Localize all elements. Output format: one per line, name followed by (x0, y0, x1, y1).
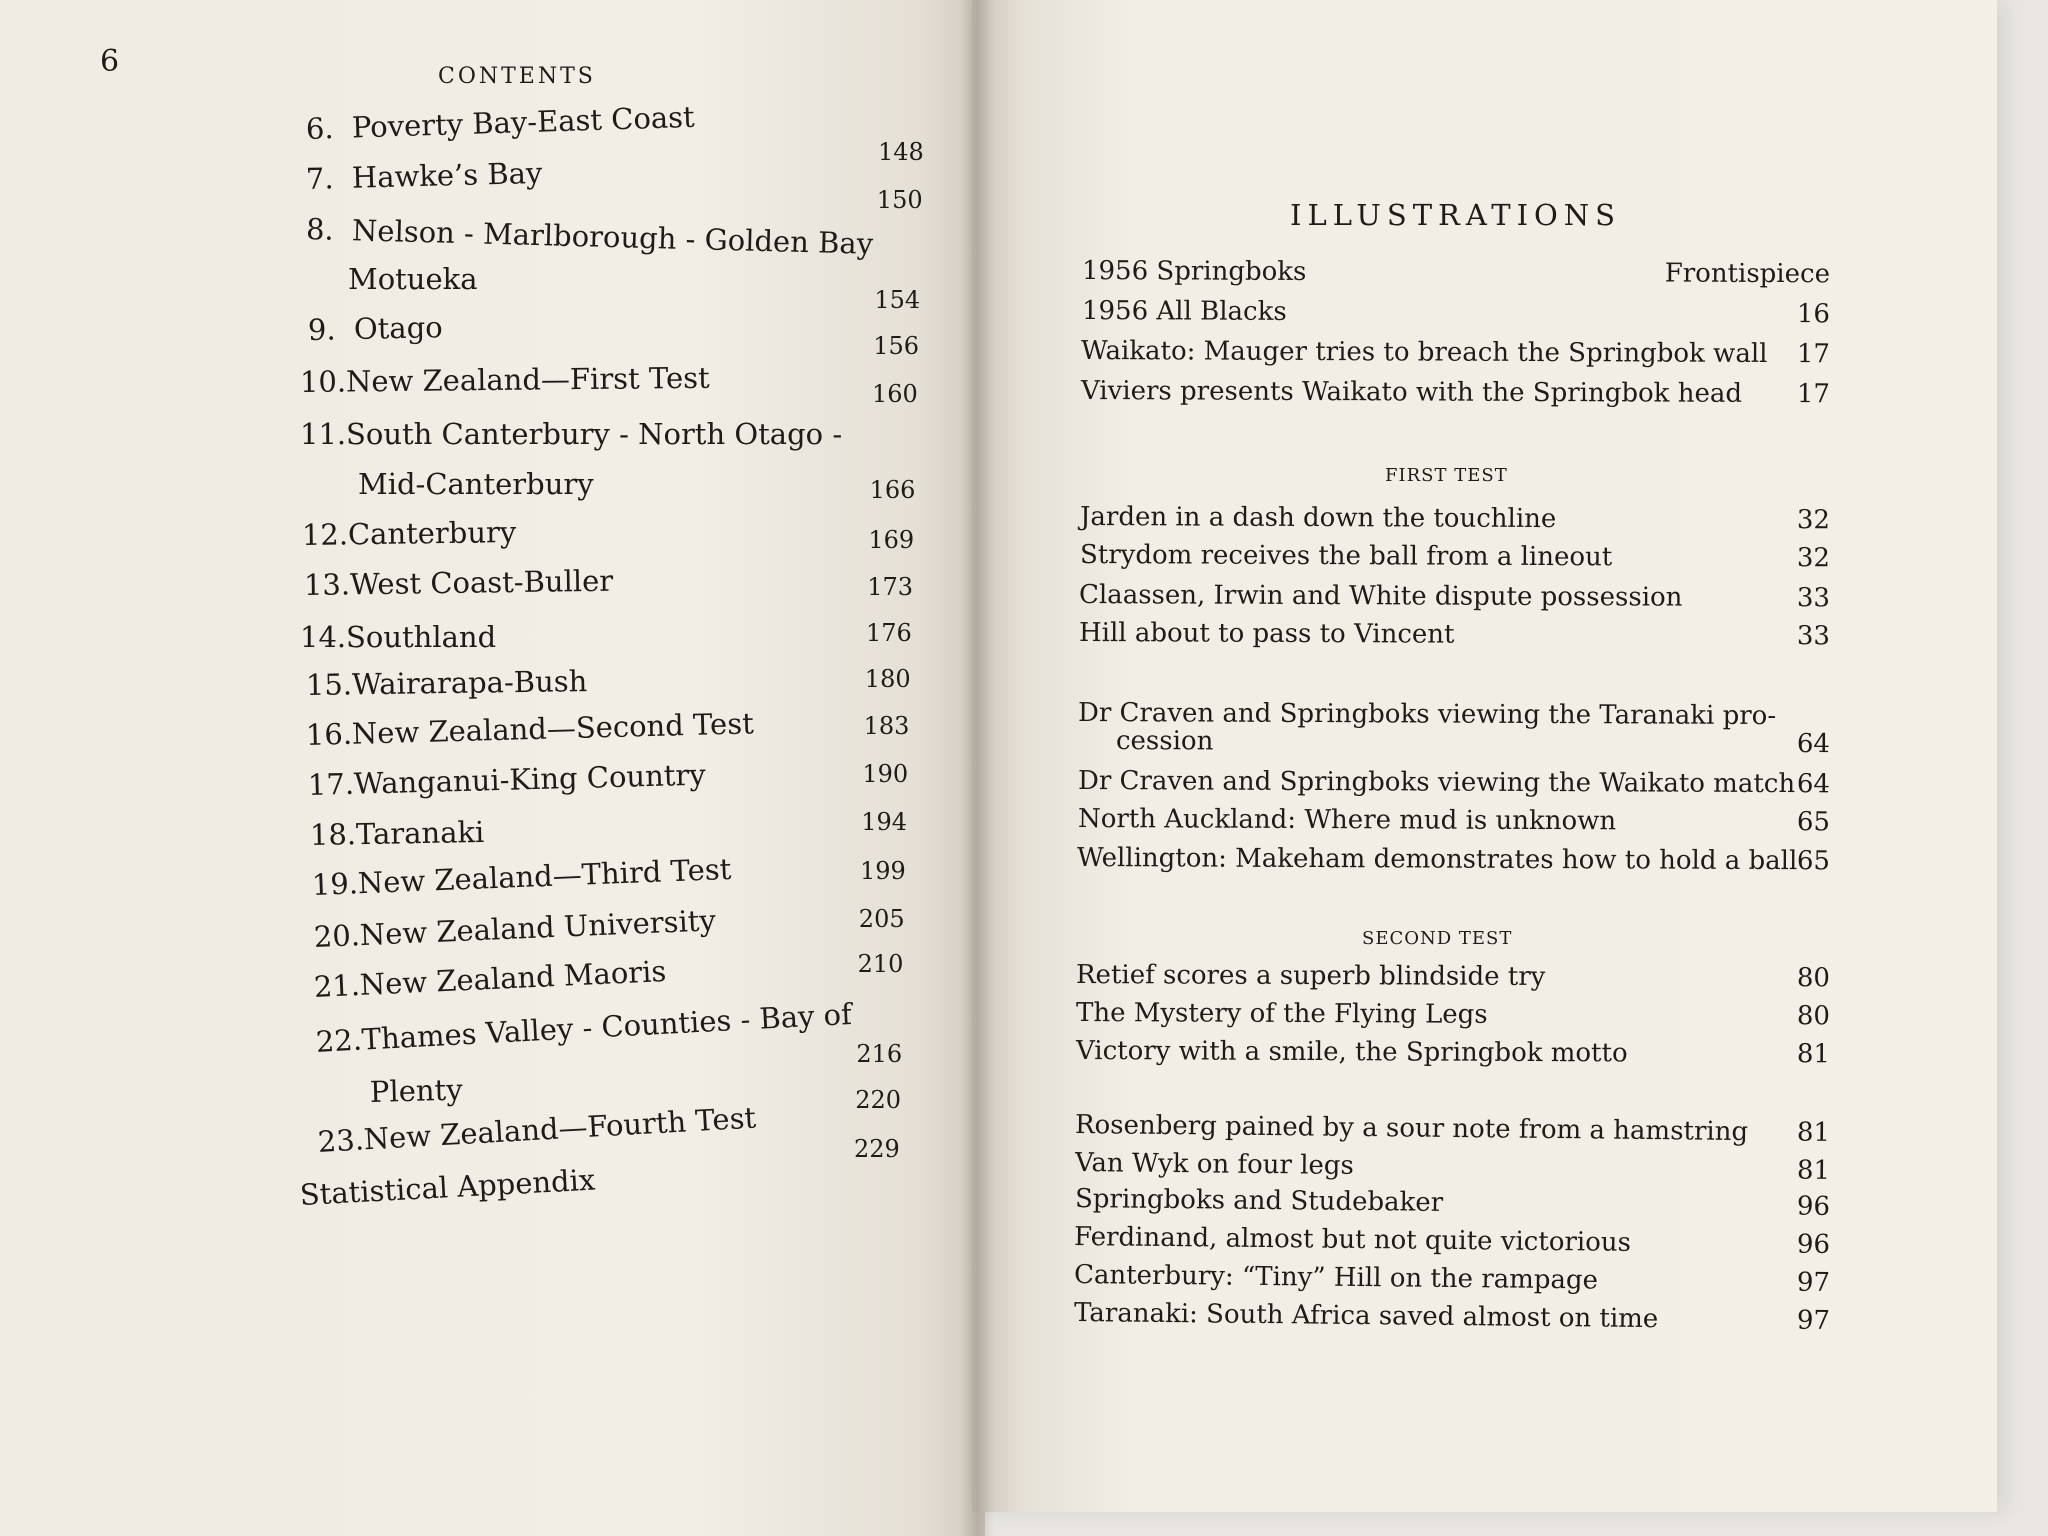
contents-entry (305, 664, 588, 708)
illustration-page-number: 65 (1796, 807, 1831, 838)
illustration-page-number: 64 (1796, 728, 1831, 760)
illustration-page-number: 81 (1796, 1117, 1831, 1148)
illustration-title: Dr Craven and Springboks viewing the Taranaki pro- (1077, 698, 1777, 732)
contents-entry (314, 996, 853, 1065)
illustration-title: Jarden in a dash down the touchline (1079, 502, 1557, 535)
entry-title: Nelson - Marlborough - Golden Bay (351, 213, 874, 261)
contents-entry (307, 310, 444, 353)
entry-page-number: 183 (863, 712, 910, 740)
section-heading: SECOND TEST (1362, 928, 1513, 949)
contents-entry (301, 515, 517, 558)
entry-title: Wairarapa-Bush (351, 664, 588, 702)
contents-entry (313, 954, 667, 1010)
entry-title: New Zealand—Fourth Test (362, 1100, 757, 1157)
illustration-entry (1080, 502, 1830, 541)
contents-heading: CONTENTS (438, 64, 596, 89)
illustration-page-number: 80 (1796, 963, 1831, 994)
entry-title: Mid-Canterbury (358, 467, 594, 501)
entry-number: 13. (303, 567, 351, 602)
contents-entry (307, 757, 707, 808)
contents-entry (305, 212, 874, 261)
entry-number: 11. (300, 417, 347, 451)
entry-title: Motueka (348, 262, 478, 296)
illustration-page-number: 96 (1796, 1229, 1831, 1260)
illustration-title: Van Wyk on four legs (1074, 1148, 1355, 1181)
illustration-page-number: Frontispiece (1664, 258, 1831, 290)
illustration-entry (1077, 843, 1830, 882)
entry-number: 12. (301, 517, 349, 552)
contents-entry (311, 851, 732, 908)
contents-entry (305, 706, 755, 758)
entry-page-number: 154 (874, 286, 921, 314)
contents-entry (298, 1162, 597, 1218)
entry-page-number: 166 (869, 476, 916, 504)
entry-number: 10. (299, 364, 347, 399)
entry-number: 23. (316, 1122, 365, 1159)
entry-number: 20. (313, 918, 361, 954)
entry-page-number: 229 (854, 1135, 900, 1163)
illustration-page-number: 17 (1796, 339, 1831, 370)
illustration-page-number: 33 (1796, 621, 1831, 652)
illustration-entry (1082, 256, 1830, 295)
entry-title: Taranaki (355, 814, 485, 852)
illustration-title: Waikato: Mauger tries to breach the Springbok wall (1080, 336, 1768, 369)
entry-title: New Zealand—First Test (345, 360, 710, 399)
contents-entry (313, 903, 717, 960)
illustration-entry (1082, 296, 1830, 335)
illustration-page-number: 81 (1796, 1039, 1831, 1070)
illustration-entry (1081, 376, 1830, 415)
illustration-entry (1079, 618, 1830, 657)
illustration-entry (1076, 960, 1830, 999)
entry-page-number: 216 (856, 1040, 903, 1068)
illustration-entry (1078, 804, 1830, 843)
entry-title: Canterbury (347, 515, 517, 552)
contents-entry (316, 1100, 757, 1165)
illustration-page-number: 80 (1796, 1001, 1831, 1032)
illustration-title: 1956 Springboks (1081, 256, 1307, 287)
entry-title: West Coast-Buller (349, 563, 614, 602)
illustration-title: Strydom receives the ball from a lineout (1079, 540, 1613, 573)
illustration-entry (1081, 336, 1830, 375)
entry-number: 18. (309, 817, 357, 852)
entry-page-number: 180 (864, 665, 911, 693)
entry-title: Hawke’s Bay (351, 155, 543, 195)
entry-title: New Zealand—Third Test (357, 851, 732, 901)
contents-list (0, 0, 980, 1300)
contents-entry (309, 814, 485, 858)
illustration-page-number: 97 (1796, 1305, 1831, 1336)
contents-entry (369, 1072, 464, 1115)
illustration-title: Victory with a smile, the Springbok motto (1075, 1036, 1628, 1069)
entry-page-number: 160 (872, 380, 918, 408)
entry-page-number: 150 (876, 186, 923, 214)
illustration-title: The Mystery of the Flying Legs (1075, 998, 1488, 1030)
illustration-page-number: 65 (1796, 846, 1831, 877)
entry-page-number: 190 (862, 760, 909, 788)
illustration-title: Rosenberg pained by a sour note from a hamstring (1074, 1110, 1749, 1148)
entry-title: Wanganui-King Country (353, 757, 707, 801)
illustration-title: Springboks and Studebaker (1074, 1184, 1444, 1218)
entry-title: South Canterbury - North Otago - (346, 417, 843, 451)
illustration-page-number: 97 (1796, 1267, 1831, 1298)
entry-title: New Zealand University (359, 903, 717, 953)
entry-number: 22. (314, 1022, 363, 1059)
entry-page-number: 173 (867, 573, 913, 601)
illustration-entry (1076, 998, 1830, 1037)
contents-entry (303, 563, 614, 608)
contents-entry (305, 155, 543, 202)
illustration-page-number: 81 (1796, 1155, 1831, 1186)
illustration-title: North Auckland: Where mud is unknown (1077, 804, 1617, 837)
page-number: 6 (100, 44, 120, 79)
illustration-title: Hill about to pass to Vincent (1078, 618, 1455, 650)
entry-title: Thames Valley - Counties - Bay of (360, 996, 853, 1057)
entry-number: 6. (305, 111, 335, 146)
entry-page-number: 148 (878, 138, 924, 166)
entry-number: 9. (307, 312, 336, 347)
illustration-title: cession (1115, 726, 1214, 757)
entry-number: 17. (307, 766, 355, 802)
entry-title: Poverty Bay-East Coast (351, 99, 696, 145)
entry-title: New Zealand—Second Test (351, 706, 755, 751)
entry-title: New Zealand Maoris (359, 954, 667, 1002)
entry-title: Statistical Appendix (298, 1162, 597, 1212)
entry-page-number: 205 (858, 905, 905, 933)
entry-number: 7. (305, 161, 335, 196)
entry-title: Otago (353, 310, 444, 347)
illustration-title: Retief scores a superb blindside try (1075, 960, 1546, 993)
entry-number: 14. (300, 620, 347, 654)
illustration-title: Viviers presents Waikato with the Springbok head (1080, 376, 1743, 409)
entry-page-number: 210 (857, 950, 904, 978)
entry-title: Plenty (369, 1072, 464, 1109)
illustration-page-number: 16 (1796, 299, 1831, 330)
illustration-title: Taranaki: South Africa saved almost on time (1073, 1298, 1659, 1335)
illustrations-heading: ILLUSTRATIONS (1290, 198, 1622, 232)
entry-page-number: 220 (855, 1086, 901, 1114)
entry-number: 8. (305, 212, 335, 247)
entry-page-number: 194 (861, 808, 907, 836)
section-heading: FIRST TEST (1385, 465, 1508, 486)
illustration-page-number: 17 (1796, 379, 1831, 410)
entry-page-number: 176 (866, 619, 912, 647)
entry-page-number: 169 (868, 526, 915, 554)
entry-number: 16. (305, 716, 353, 752)
illustration-page-number: 32 (1796, 543, 1831, 574)
illustration-title: Ferdinand, almost but not quite victorious (1073, 1222, 1632, 1258)
illustration-page-number: 96 (1796, 1191, 1831, 1222)
illustration-title: Dr Craven and Springboks viewing the Waikato match (1077, 766, 1796, 800)
entry-number: 19. (311, 866, 359, 902)
illustration-title: Canterbury: “Tiny” Hill on the rampage (1073, 1260, 1599, 1296)
illustration-entry (1079, 580, 1830, 619)
illustration-title: Wellington: Makeham demonstrates how to hold a ball (1076, 843, 1798, 877)
entry-number: 15. (305, 667, 353, 702)
illustration-page-number: 32 (1796, 505, 1831, 536)
illustration-page-number: 64 (1796, 769, 1831, 800)
entry-page-number: 199 (860, 857, 906, 885)
entry-number: 21. (313, 967, 361, 1004)
illustration-entry (1116, 726, 1830, 765)
entry-title: Southland (346, 620, 497, 654)
illustration-entry (1078, 766, 1830, 805)
illustration-entry (1080, 540, 1830, 579)
illustration-entry (1076, 1036, 1830, 1075)
illustration-page-number: 33 (1796, 583, 1831, 614)
illustration-title: Claassen, Irwin and White dispute possession (1078, 580, 1683, 613)
contents-entry (305, 99, 696, 152)
entry-page-number: 156 (873, 332, 919, 360)
illustration-title: 1956 All Blacks (1081, 296, 1287, 327)
